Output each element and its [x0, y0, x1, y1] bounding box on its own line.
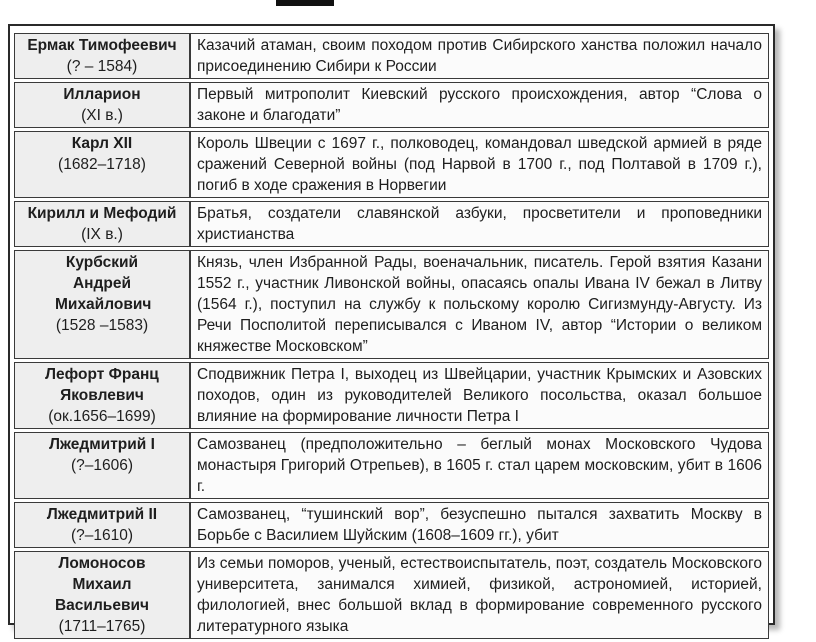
person-dates: (? – 1584): [66, 58, 138, 75]
biography-table: [14, 30, 769, 642]
person-dates: (1528 –1583): [55, 317, 149, 334]
person-name: Кирилл и Мефодий: [27, 205, 177, 222]
person-name: Лжедмитрий I: [49, 436, 155, 453]
person-name: Ломоносов Михаил Васильевич: [54, 555, 149, 614]
table-row: [14, 82, 769, 128]
person-cell: [14, 201, 190, 247]
top-decoration-bar: [276, 0, 334, 6]
person-cell: [14, 432, 190, 499]
person-dates: (?–1610): [70, 527, 134, 544]
person-cell: [14, 33, 190, 79]
person-dates: (IX в.): [81, 226, 123, 243]
description-cell: Из семьи поморов, ученый, естествоиспытатель, поэт, создатель Московского университета, занимался химией, физикой, астрономией, историей, филологией, внес большой вклад в формирование современного русского литературного языка: [190, 551, 769, 639]
table-frame: [8, 24, 775, 635]
person-cell: [14, 82, 190, 128]
table-row: [14, 131, 769, 198]
person-name: Лефорт Франц Яковлевич: [45, 366, 159, 404]
description-cell: Сподвижник Петра I, выходец из Швейцарии, участник Крымских и Азовских походов, один из руководителей Великого посольства, оказал большое влияние на формирование личности Петра I: [190, 362, 769, 429]
table-row: [14, 250, 769, 359]
person-cell: [14, 502, 190, 548]
person-name: Курбский Андрей Михайлович: [55, 254, 152, 313]
description-cell: Самозванец (предположительно – беглый монах Московского Чудова монастыря Григорий Отрепьев), в 1605 г. стал царем московским, убит в 1606 г.: [190, 432, 769, 499]
person-cell: [14, 362, 190, 429]
person-name: Илларион: [63, 86, 141, 103]
description-cell: Братья, создатели славянской азбуки, просветители и проповедники христианства: [190, 201, 769, 247]
table-row: [14, 33, 769, 79]
person-cell: [14, 250, 190, 359]
description-cell: Князь, член Избранной Рады, военачальник, писатель. Герой взятия Казани 1552 г., участник Ливонской войны, опасаясь опалы Ивана IV бежал в Литву (1564 г.), поступил на службу к польскому королю Сигизмунду-Августу. Из Речи Посполитой переписывался с Иваном IV, автор “Истории о великом княжестве Московском”: [190, 250, 769, 359]
person-dates: (?–1606): [70, 457, 134, 474]
person-name: Лжедмитрий II: [46, 506, 158, 523]
person-dates: (1682–1718): [58, 156, 146, 173]
person-dates: (ок.1656–1699): [48, 408, 156, 425]
person-cell: [14, 551, 190, 639]
description-cell: Самозванец, “тушинский вор”, безуспешно пытался захватить Москву в Борьбе с Василием Шуйским (1608–1609 гг.), убит: [190, 502, 769, 548]
table-row: [14, 201, 769, 247]
description-cell: Казачий атаман, своим походом против Сибирского ханства положил начало присоединению Сибири к России: [190, 33, 769, 79]
table-row: [14, 362, 769, 429]
description-cell: Первый митрополит Киевский русского происхождения, автор “Слова о законе и благодати”: [190, 82, 769, 128]
person-name: Карл XII: [71, 135, 133, 152]
table-row: [14, 432, 769, 499]
person-name: Ермак Тимофеевич: [27, 37, 177, 54]
person-dates: (1711–1765): [58, 618, 146, 635]
table-row: [14, 502, 769, 548]
table-row: [14, 551, 769, 639]
person-cell: [14, 131, 190, 198]
person-dates: (XI в.): [81, 107, 123, 124]
description-cell: Король Швеции с 1697 г., полководец, командовал шведской армией в ряде сражений Северной войны (под Нарвой в 1700 г., под Полтавой в 1709 г.), погиб в ходе сражения в Норвегии: [190, 131, 769, 198]
